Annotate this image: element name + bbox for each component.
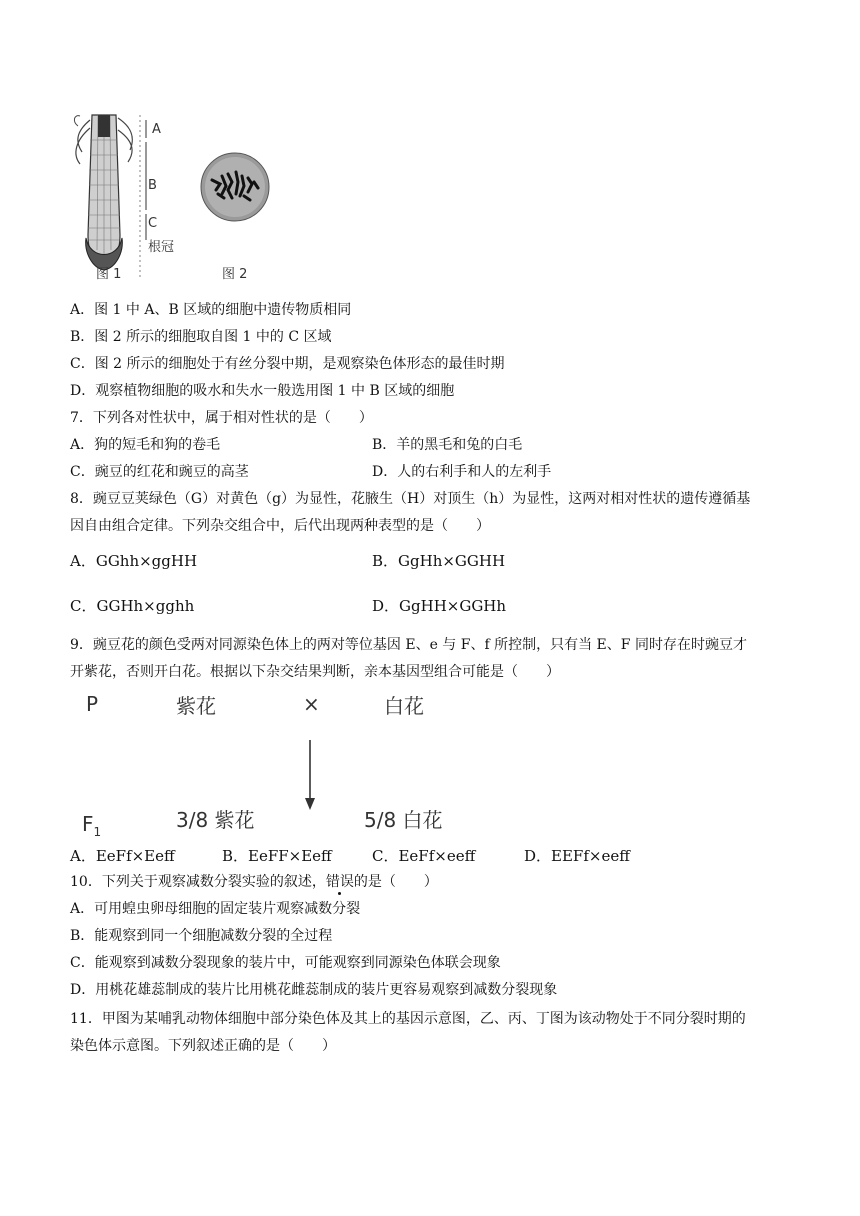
region-label-a: A — [152, 122, 161, 137]
q7-option-d: D．人的右利手和人的左利手 — [372, 464, 552, 480]
q11-stem-line2: 染色体示意图。下列叙述正确的是（ ） — [70, 1038, 336, 1054]
figure2-caption: 图 2 — [222, 267, 248, 282]
cross-result-white: 5/8 白花 — [364, 808, 443, 832]
q9-option-b: B．EeFF×Eeff — [222, 847, 332, 865]
root-tip-drawing — [68, 110, 188, 285]
q6-option-a: A．图 1 中 A、B 区域的细胞中遗传物质相同 — [70, 302, 352, 318]
cross-diagram — [80, 688, 480, 838]
cross-f1-letter: F — [82, 812, 94, 836]
region-label-c: C — [148, 216, 158, 231]
q9-option-d: D．EEFf×eeff — [524, 847, 630, 865]
cross-f1-subscript: 1 — [93, 825, 102, 839]
figure1-caption: 图 1 — [96, 267, 122, 282]
region-label-b: B — [148, 178, 157, 193]
q9-option-a: A．EeFf×Eeff — [70, 847, 175, 865]
q6-option-c: C．图 2 所示的细胞处于有丝分裂中期，是观察染色体形态的最佳时期 — [70, 356, 505, 372]
q7-option-a: A．狗的短毛和狗的卷毛 — [70, 437, 221, 453]
q9-stem-line1: 9．豌豆花的颜色受两对同源染色体上的两对等位基因 E、e 与 F、f 所控制，只有当 E、F 同时存在时豌豆才 — [70, 637, 747, 653]
q10-stem-post: 的是（ ） — [353, 874, 438, 890]
q8-option-b: B．GgHh×GGHH — [372, 552, 506, 570]
cross-times: × — [303, 692, 320, 716]
q8-option-c: C．GGHh×gghh — [70, 597, 195, 615]
cross-parent1: 紫花 — [176, 694, 216, 718]
cross-arrow — [300, 738, 320, 818]
q6-option-d: D．观察植物细胞的吸水和失水一般选用图 1 中 B 区域的细胞 — [70, 383, 455, 399]
q11-stem-line1: 11．甲图为某哺乳动物体细胞中部分染色体及其上的基因示意图，乙、丙、丁图为该动物处于不同分裂时期的 — [70, 1011, 746, 1027]
q7-option-b: B．羊的黑毛和兔的白毛 — [372, 437, 523, 453]
q8-option-a: A．GGhh×ggHH — [70, 552, 198, 570]
cell-drawing — [198, 150, 272, 224]
q10-option-b: B．能观察到同一个细胞减数分裂的全过程 — [70, 928, 333, 944]
q8-stem-line1: 8．豌豆豆荚绿色（G）对黄色（g）为显性，花腋生（H）对顶生（h）为显性，这两对相对性状的遗传遵循基 — [70, 491, 751, 507]
q10-stem-pre: 10．下列关于观察减数分裂实验的叙述， — [70, 874, 326, 890]
q10-option-d: D．用桃花雄蕊制成的装片比用桃花雌蕊制成的装片更容易观察到减数分裂现象 — [70, 982, 558, 998]
region-label-root-cap: 根冠 — [148, 240, 175, 255]
q8-stem-line2: 因自由组合定律。下列杂交组合中，后代出现两种表型的是（ ） — [70, 518, 490, 534]
cross-result-purple: 3/8 紫花 — [176, 808, 255, 832]
q9-option-c: C．EeFf×eeff — [372, 847, 476, 865]
q6-option-b: B．图 2 所示的细胞取自图 1 中的 C 区域 — [70, 329, 332, 345]
figure1-root-tip — [68, 110, 188, 285]
q10-stem — [70, 873, 438, 891]
cross-parent2: 白花 — [384, 694, 424, 718]
figure2-cell — [198, 150, 272, 224]
q10-option-c: C．能观察到减数分裂现象的装片中，可能观察到同源染色体联会现象 — [70, 955, 501, 971]
q7-stem: 7．下列各对性状中，属于相对性状的是（ ） — [70, 410, 373, 426]
cross-p-label: P — [86, 692, 99, 716]
q8-option-d: D．GgHH×GGHh — [372, 597, 507, 615]
cross-f1-label — [82, 812, 101, 839]
q7-option-c: C．豌豆的红花和豌豆的高茎 — [70, 464, 249, 480]
q10-option-a: A．可用蝗虫卵母细胞的固定装片观察减数分裂 — [70, 901, 361, 917]
q9-stem-line2: 开紫花，否则开白花。根据以下杂交结果判断，亲本基因型组合可能是（ ） — [70, 664, 560, 680]
q10-stem-emphasis: 错误 — [325, 874, 354, 890]
